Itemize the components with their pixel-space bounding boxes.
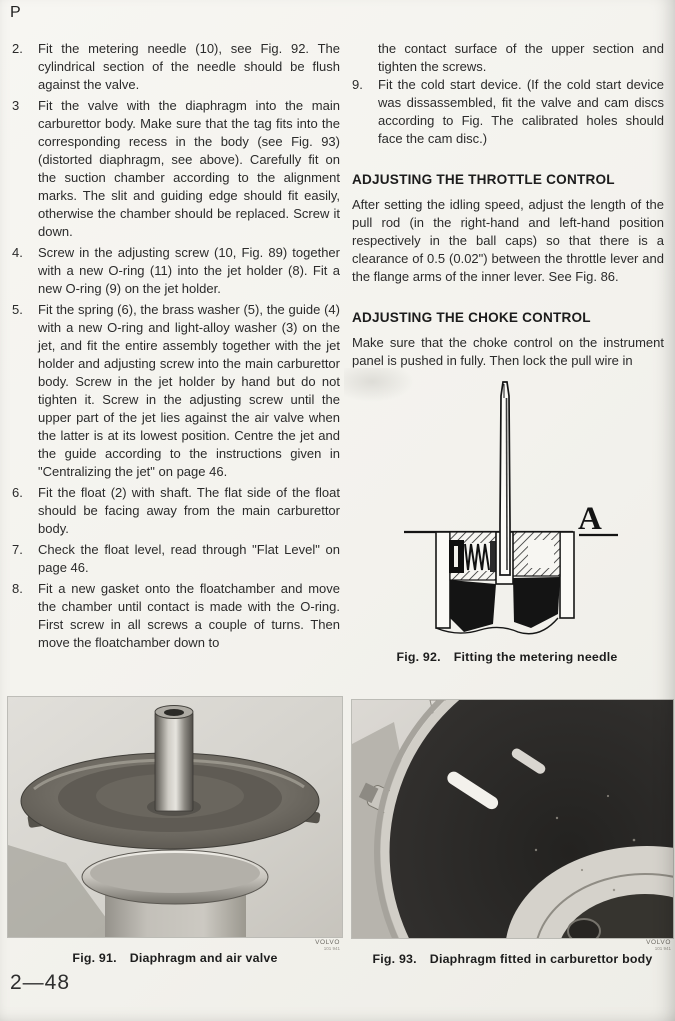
list-item-text: Fit the spring (6), the brass washer (5), the guide (4) with a new O-ring and light-alloy washer (3) on the jet, and fit the entire assembly together with the jet holder and adjusting screw into the main carburettor body. Screw in the jet holder by hand but do not tighten it. Screw in the adjusting screw until the upper part of the jet lies against the air valve when the latter is at its lowest position. Centre the jet and the guide according to the instructions given in "Centralizing the jet" on page 46.: [38, 302, 340, 479]
list-item-text: Fit a new gasket onto the floatchamber and move the chamber until contact is made with the O-ring. First screw in all screws a couple of turns. Then move the floatchamber down to: [38, 581, 340, 650]
section-heading: ADJUSTING THE CHOKE CONTROL: [352, 310, 591, 325]
volvo-watermark: VOLVO: [646, 939, 671, 946]
fig93-caption: [352, 952, 673, 966]
list-item-number: 2.: [12, 41, 23, 56]
fig93-watermark: [601, 939, 671, 952]
fig93-label: Fig. 93.: [372, 952, 417, 966]
left-column: [12, 40, 340, 655]
section-choke-control: [352, 309, 664, 370]
watermark-number: 101 941: [323, 946, 340, 952]
fig91-watermark: [270, 939, 340, 952]
diaphragm-in-body-photo: [352, 700, 673, 938]
list-item: [12, 580, 340, 652]
annotation-a: A: [578, 501, 602, 537]
list-item: [12, 97, 340, 241]
volvo-watermark: VOLVO: [315, 939, 340, 946]
list-item-text: Fit the cold start device. (If the cold start device was dissassembled, fit the valve and cam discs according to Fig. The calibrated holes should face the cam disc.): [378, 77, 664, 146]
fig91-caption: [8, 951, 342, 965]
metering-needle: [500, 382, 510, 575]
washer-stack: [490, 541, 496, 572]
list-item: [12, 484, 340, 538]
fig92-drawing: [352, 374, 662, 638]
fig93-photo: [352, 700, 673, 938]
list-item: [12, 541, 340, 577]
section-heading: ADJUSTING THE THROTTLE CONTROL: [352, 172, 615, 187]
watermark-number: 101 941: [654, 946, 671, 952]
list-item-number: 6.: [12, 485, 23, 500]
corner-letter: P: [10, 4, 22, 21]
list-item: [352, 76, 664, 148]
list-item-number: 4.: [12, 245, 23, 260]
diaphragm-air-valve-photo: [8, 697, 342, 937]
section-throttle-control: [352, 171, 664, 286]
list-item-text: Fit the valve with the diaphragm into the main carburettor body. Make sure that the tag fits into the corresponding recess in the body (see Fig. 93) (distorted diaphragm, see above). Carefully fit on the suction chamber according to the alignment marks. The slit and guiding edge should fit easily, otherwise the chamber should be replaced. Screw it down.: [38, 98, 340, 239]
list-item-text: Check the float level, read through "Flat Level" on page 46.: [38, 542, 340, 575]
list-item: [12, 40, 340, 94]
list-item-text: Fit the float (2) with shaft. The flat side of the float should be facing away from the main carburettor body.: [38, 485, 340, 536]
list-item: [12, 301, 340, 481]
fig92-label: Fig. 92.: [396, 650, 441, 664]
fig91-photo: [8, 697, 342, 937]
metering-needle-diagram: [352, 374, 662, 638]
list-item-number: 5.: [12, 302, 23, 317]
continuation-paragraph: the contact surface of the upper section and tighten the screws.: [378, 41, 664, 74]
fig92-caption-text: Fitting the metering needle: [453, 650, 618, 664]
list-item: [12, 244, 340, 298]
section-body: After setting the idling speed, adjust the length of the pull rod (in the right-hand and left-hand position respectively in the ball caps) so that there is a clearance of 0.5 (0.02") between the throttle lever and the flange arms of the inner lever. See Fig. 86.: [352, 197, 664, 284]
list-item-number: 9.: [352, 77, 363, 92]
list-item-text: Fit the metering needle (10), see Fig. 92. The cylindrical section of the needle should be flush against the valve.: [38, 41, 340, 92]
fig93-caption-text: Diaphragm fitted in carburettor body: [429, 952, 653, 966]
fig92-caption: [352, 650, 662, 664]
page-number: 2—48: [10, 971, 71, 994]
list-item-number: 8.: [12, 581, 23, 596]
fig91-caption-text: Diaphragm and air valve: [129, 951, 278, 965]
list-item-number: 3: [12, 98, 20, 113]
list-item-text: Screw in the adjusting screw (10, Fig. 89) together with a new O-ring (11) into the jet holder (8). Fit a new O-ring (9) on the jet holder.: [38, 245, 340, 296]
right-column: [352, 40, 664, 370]
list-item-number: 7.: [12, 542, 23, 557]
section-body: Make sure that the choke control on the instrument panel is pushed in fully. Then lock the pull wire in: [352, 335, 664, 368]
fig91-label: Fig. 91.: [72, 951, 117, 965]
